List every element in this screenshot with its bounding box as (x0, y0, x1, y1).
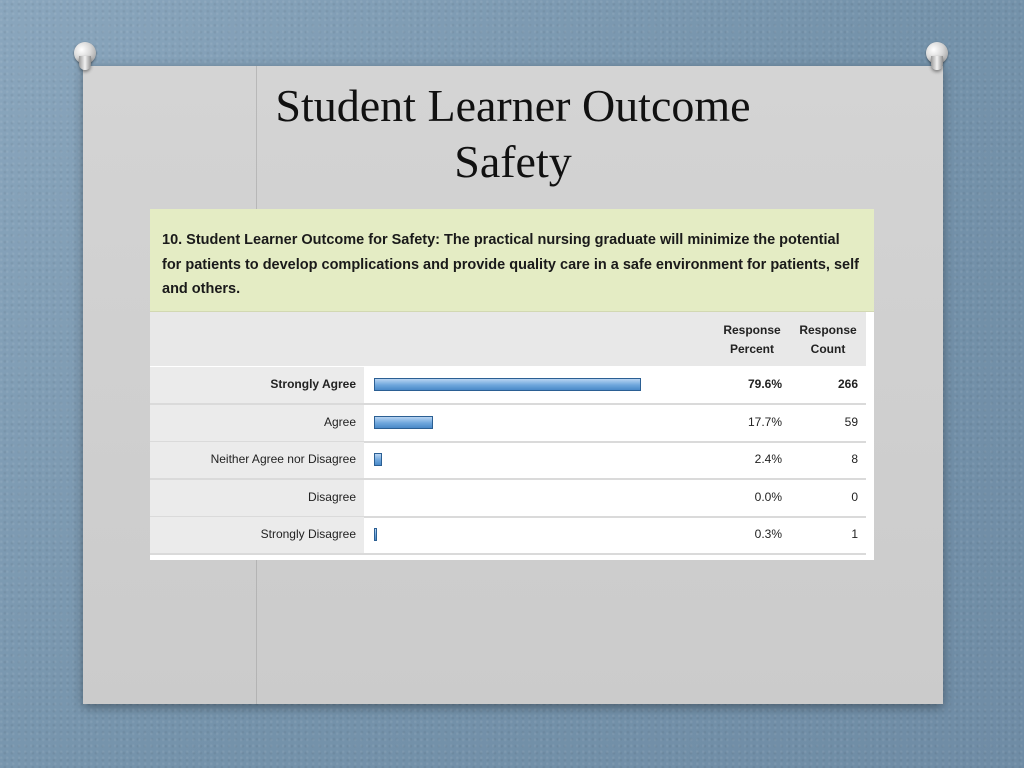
bar-strongly-agree (374, 378, 641, 391)
row-count: 8 (851, 452, 858, 466)
table-row (150, 442, 866, 480)
row-label: Strongly Agree (270, 377, 356, 391)
row-count: 1 (851, 527, 858, 541)
table-row (150, 480, 866, 518)
row-percent: 79.6% (747, 377, 782, 391)
row-count: 0 (851, 490, 858, 504)
slide-title-line1: Student Learner Outcome (275, 80, 751, 131)
table-header-row (150, 312, 866, 366)
slide-title (83, 78, 943, 190)
table-row (150, 367, 866, 405)
bar-strongly-disagree (374, 528, 377, 541)
row-count: 266 (837, 377, 858, 391)
bar-agree (374, 416, 433, 429)
survey-results-table (150, 209, 874, 560)
slide-title-line2: Safety (454, 136, 572, 187)
pushpin-right-icon (924, 42, 950, 72)
question-text: 10. Student Learner Outcome for Safety: The practical nursing graduate will minimize the potential for patients to develop complications and provide quality care in a safe environment for patients, self and others. (162, 232, 859, 297)
header-response-count: Response Count (799, 323, 857, 356)
row-percent: 2.4% (754, 452, 782, 466)
row-label: Strongly Disagree (260, 527, 356, 541)
row-percent: 17.7% (747, 415, 782, 429)
row-label: Disagree (307, 490, 356, 504)
pushpin-left-icon (72, 42, 98, 72)
table-row (150, 405, 866, 443)
bar-neither (374, 453, 382, 466)
table-right-margin (866, 312, 874, 560)
row-label: Agree (323, 415, 356, 429)
header-response-percent: Response Percent (723, 323, 781, 356)
table-row (150, 517, 866, 555)
question-banner (150, 209, 874, 312)
row-percent: 0.3% (754, 527, 782, 541)
row-percent: 0.0% (754, 490, 782, 504)
row-count: 59 (844, 415, 858, 429)
row-label: Neither Agree nor Disagree (210, 452, 356, 466)
